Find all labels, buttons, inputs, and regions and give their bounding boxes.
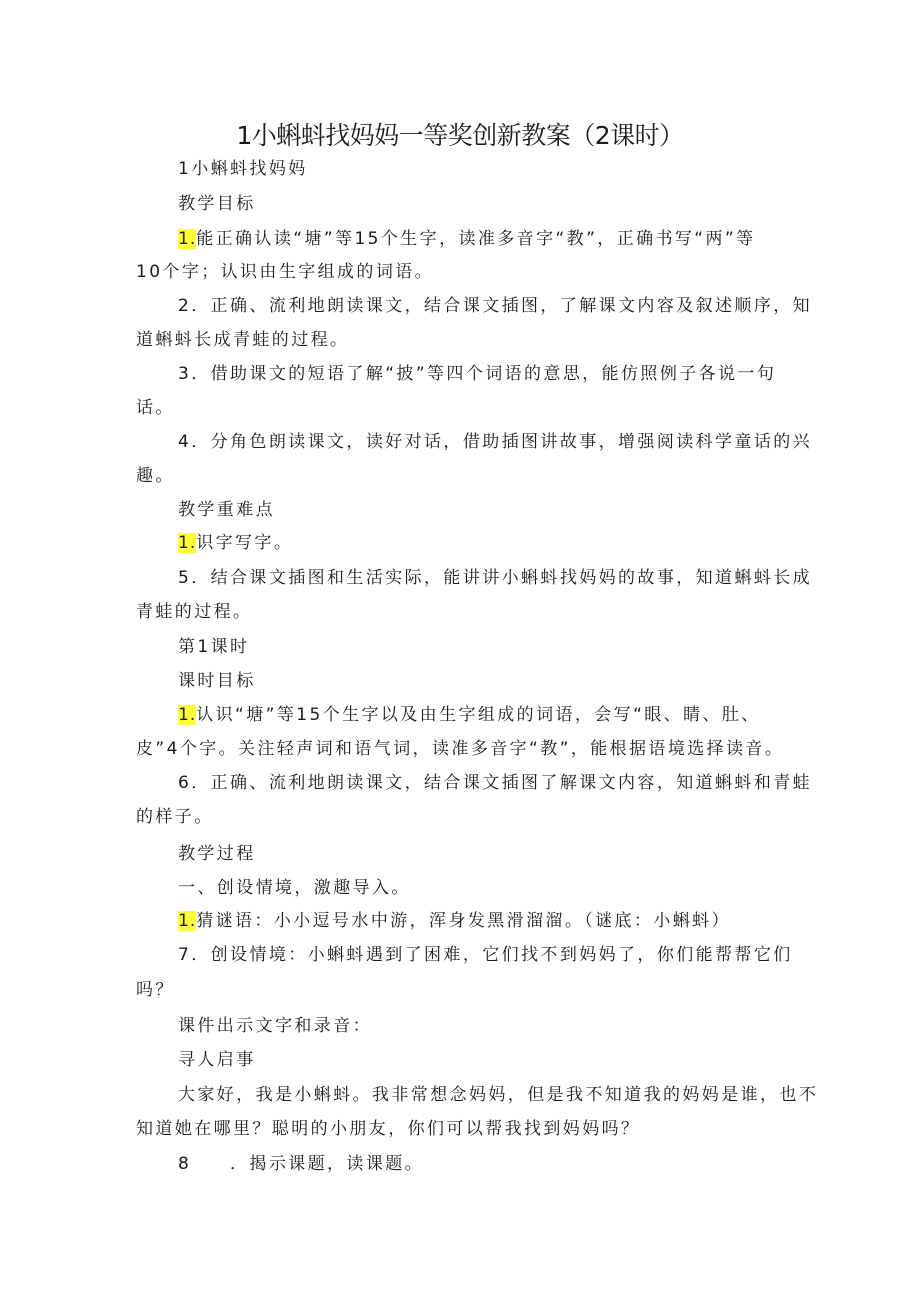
paragraph-line: 大家好，我是小蝌蚪。我非常想念妈妈，但是我不知道我的妈妈是谁，也不 [178, 1085, 819, 1105]
section-heading: 教学过程 [178, 844, 256, 864]
list-number-highlight: 1. [178, 705, 197, 725]
document-title: 1小蝌蚪找妈妈一等奖创新教案（2课时） [236, 121, 684, 150]
paragraph-line: 1.识字写字。 [178, 533, 294, 553]
paragraph-line: 3．借助课文的短语了解“披”等四个词语的意思，能仿照例子各说一句 [178, 364, 777, 384]
paragraph-line: 皮”4个字。关注轻声词和语气词，读准多音字“教”，能根据语境选择读音。 [136, 739, 785, 759]
paragraph-line: 1小蝌蚪找妈妈 [178, 159, 308, 179]
section-heading: 课时目标 [178, 671, 256, 691]
list-number-highlight: 1. [178, 533, 197, 553]
paragraph-line: 7．创设情境：小蝌蚪遇到了困难，它们找不到妈妈了，你们能帮帮它们 [178, 945, 793, 965]
paragraph-line: 话。 [136, 398, 175, 418]
paragraph-line: 1.能正确认读“塘”等15个生字，读准多音字“教”，正确书写“两”等 [178, 229, 756, 249]
paragraph-line: 1.认识“塘”等15个生字以及由生字组成的词语，会写“眼、睛、肚、 [178, 705, 761, 725]
paragraph-line: 吗？ [136, 980, 175, 1000]
paragraph-line: 知道她在哪里？聪明的小朋友，你们可以帮我找到妈妈吗？ [136, 1119, 641, 1139]
paragraph-line: 道蝌蚪长成青蛙的过程。 [136, 330, 350, 350]
paragraph-line: 8 ．揭示课题，读课题。 [178, 1154, 425, 1174]
list-number-highlight: 1. [178, 911, 197, 931]
paragraph-line: 1.猜谜语：小小逗号水中游，浑身发黑滑溜溜。（谜底：小蝌蚪） [178, 911, 731, 931]
paragraph-line: 4．分角色朗读课文，读好对话，借助插图讲故事，增强阅读科学童话的兴 [178, 432, 813, 452]
list-number-highlight: 1. [178, 229, 197, 249]
section-heading: 教学目标 [178, 194, 256, 214]
paragraph-line: 10个字；认识由生字组成的词语。 [136, 262, 435, 282]
paragraph-line: 5．结合课文插图和生活实际，能讲讲小蝌蚪找妈妈的故事，知道蝌蚪长成 [178, 568, 813, 588]
paragraph-line: 6．正确、流利地朗读课文，结合课文插图了解课文内容，知道蝌蚪和青蛙 [178, 773, 813, 793]
paragraph-line: 2．正确、流利地朗读课文，结合课文插图，了解课文内容及叙述顺序，知 [178, 296, 813, 316]
paragraph-line: 的样子。 [136, 807, 214, 827]
section-heading: 寻人启事 [178, 1050, 256, 1070]
paragraph-line: 趣。 [136, 466, 175, 486]
paragraph-line: 一、创设情境，激趣导入。 [178, 878, 411, 898]
paragraph-line: 青蛙的过程。 [136, 602, 253, 622]
section-heading: 教学重难点 [178, 500, 275, 520]
section-heading: 第1课时 [178, 637, 250, 657]
paragraph-line: 课件出示文字和录音： [178, 1016, 372, 1036]
